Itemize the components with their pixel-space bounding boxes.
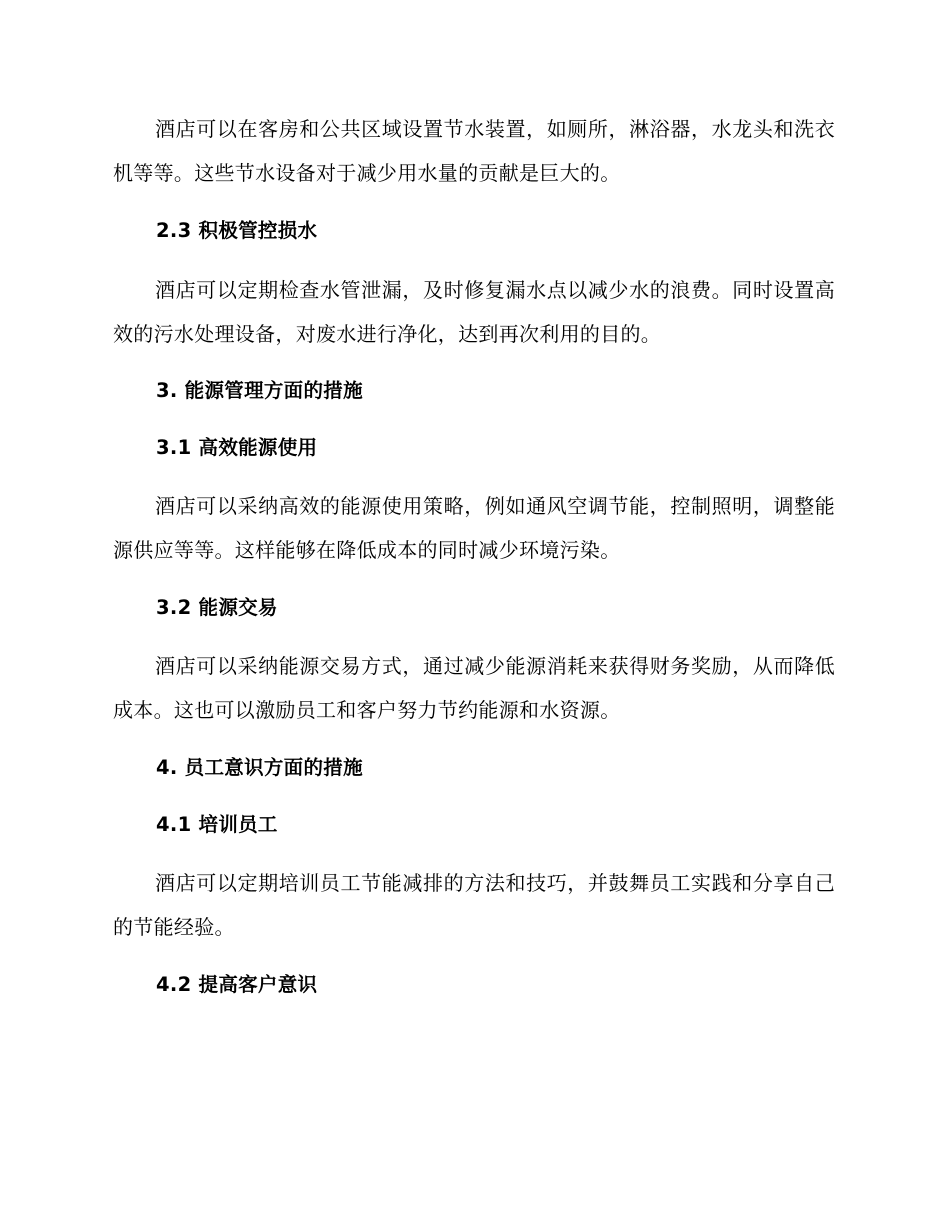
heading-2-3: 2.3 积极管控损水 (156, 219, 318, 242)
paragraph-leak-control: 酒店可以定期检查水管泄漏，及时修复漏水点以减少水的浪费。同时设置高效的污水处理设备，对废水进行净化，达到再次利用的目的。 (113, 278, 835, 346)
heading-3-2: 3.2 能源交易 (156, 596, 278, 619)
paragraph-energy-trading: 酒店可以采纳能源交易方式，通过减少能源消耗来获得财务奖励，从而降低成本。这也可以激励员工和客户努力节约能源和水资源。 (113, 654, 835, 722)
paragraph-staff-training: 酒店可以定期培训员工节能减排的方法和技巧，并鼓舞员工实践和分享自己的节能经验。 (113, 871, 835, 939)
heading-4: 4. 员工意识方面的措施 (156, 756, 363, 779)
paragraph-water-saving-devices: 酒店可以在客房和公共区域设置节水装置，如厕所，淋浴器，水龙头和洗衣机等等。这些节水设备对于减少用水量的贡献是巨大的。 (113, 117, 835, 185)
heading-3: 3. 能源管理方面的措施 (156, 379, 363, 402)
paragraph-efficient-energy: 酒店可以采纳高效的能源使用策略，例如通风空调节能，控制照明，调整能源供应等等。这样能够在降低成本的同时减少环境污染。 (113, 494, 835, 562)
heading-4-1: 4.1 培训员工 (156, 813, 278, 836)
heading-3-1: 3.1 高效能源使用 (156, 436, 318, 459)
heading-4-2: 4.2 提高客户意识 (156, 973, 318, 996)
